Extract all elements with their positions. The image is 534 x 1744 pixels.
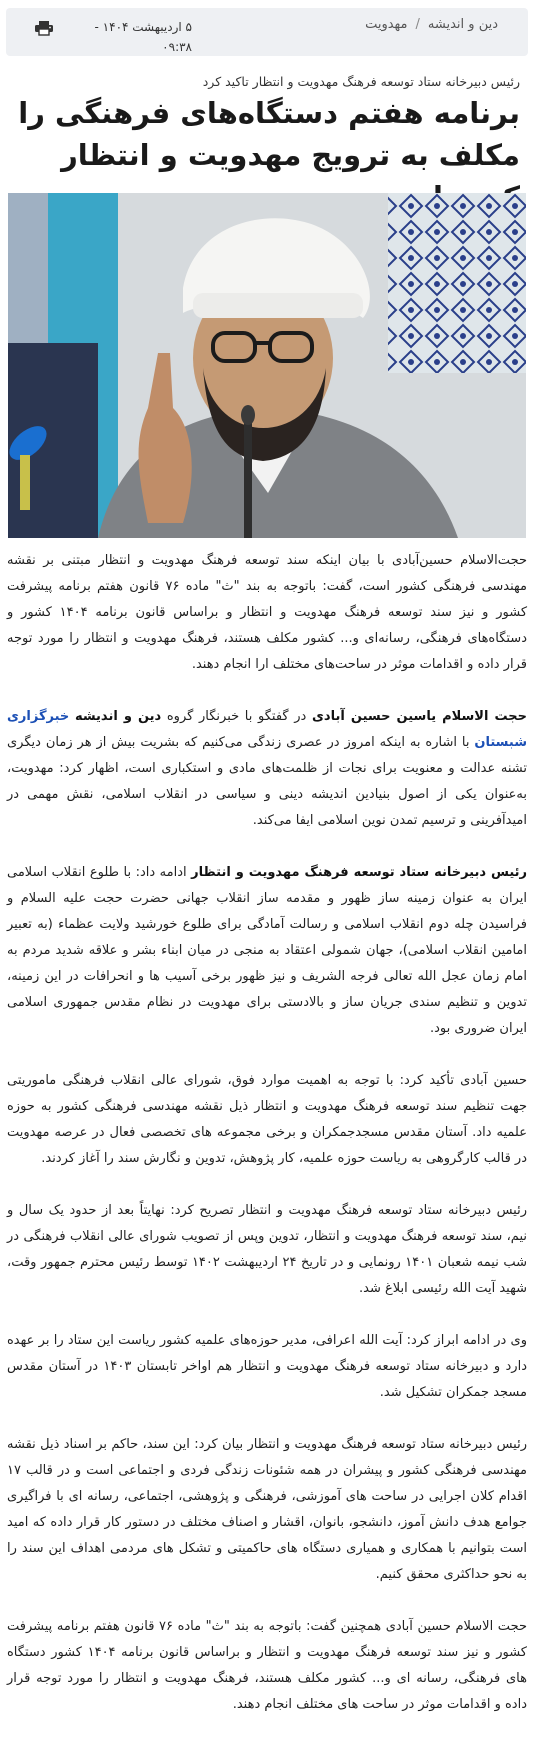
- article-paragraph-7: حجت الاسلام حسین آبادی همچنین گفت: باتوجه به بند "ث" ماده ۷۶ قانون هفتم برنامه پیشرفت کشور و نیز سند توسعه فرهنگ مهدویت و انتظار و براساس قانون برنامه ۱۴۰۴ کشور دستگاه های فرهنگی، رسانه ای و... کشور مکلف هستند، فرهنگ مهدویت و انتظار را مورد توجه قرار داده و اقدامات موثر در ساحت های مختلف انجام دهند.: [7, 1619, 527, 1712]
- paragraph-1-text-a: در گفتگو با خبرنگار گروه: [161, 709, 313, 724]
- article-photo: [8, 193, 526, 538]
- publish-time: ۰۹:۳۸: [162, 40, 192, 54]
- breadcrumb-separator: /: [415, 17, 420, 32]
- article-paragraph-3: حسین آبادی تأکید کرد: با توجه به اهمیت موارد فوق، شورای عالی انقلاب فرهنگی ماموریتی جهت تنظیم سند توسعه فرهنگ مهدویت و انتظار ذیل نقشه مهندسی فرهنگی کشور به حوزه علمیه داد. آستان مقدس مسجدجمکران و برخی مجموعه های تخصصی فعال در عرصه مهدویت در قالب کارگروهی به ریاست حوزه علمیه، کار پژوهش، تدوین و نگارش سند را آغاز کردند.: [7, 1073, 527, 1166]
- publish-date: ۵ اردیبهشت ۱۴۰۴ -: [94, 20, 192, 34]
- speaker-name: حجت الاسلام یاسین حسین آبادی: [312, 709, 527, 724]
- breadcrumb: [365, 17, 498, 32]
- paragraph-2-text: ادامه داد: با طلوع انقلاب اسلامی ایران به عنوان زمینه ساز ظهور و مقدمه ساز انقلاب جهانی حضرت حجت علیه السلام و فراسیدن چله دوم انقلاب اسلامی و رسالت آمادگی برای طلوع خورشید ولایت عظماء (به تعبیر امامین انقلاب اسلامی)، جهان شمولی اعتقاد به منجی در میان ابناء بشر و علاقه شدید مردم به امام زمان عجل الله تعالی فرجه الشریف و نیز ظهور برخی آسیب ها و انحرافات در این زمینه، تدوین و تنظیم سندی جریان ساز و بالادستی برای مهدویت در نظام مقدس جمهوری اسلامی ایران ضروری بود.: [7, 865, 527, 1036]
- article-body: [7, 548, 527, 1744]
- article-lead: حجت‌الاسلام حسین‌آبادی با بیان اینکه سند توسعه فرهنگ مهدویت و انتظار مبتنی بر نقشه مهندسی فرهنگی کشور است، گفت: باتوجه به بند "ث" ماده ۷۶ قانون هفتم برنامه پیشرفت کشور و نیز سند توسعه فرهنگ مهدویت و انتظار و براساس قانون برنامه ۱۴۰۴ کشور و دستگاه‌های فرهنگی، رسانه‌ای و... کشور مکلف هستند، فرهنگ مهدویت و انتظار را مورد توجه قرار داده و اقدامات موثر در ساحت‌های مختلف ارا انجام دهند.: [7, 553, 528, 672]
- article-topbar: [6, 8, 528, 56]
- agency-link[interactable]: خبرگزاری شبستان: [7, 709, 527, 750]
- speaker-photo-illustration: [8, 193, 526, 538]
- article-paragraph-5: وی در ادامه ابراز کرد: آیت الله اعرافی، مدیر حوزه‌های علمیه کشور ریاست این ستاد را بر عهده دارد و دبیرخانه ستاد توسعه فرهنگ مهدویت و انتظار هم اواخر تابستان ۱۴۰۳ در آستان مقدس مسجد جمکران تشکیل شد.: [7, 1333, 527, 1400]
- print-icon[interactable]: [34, 20, 54, 36]
- article-title: برنامه هفتم دستگاه‌های فرهنگی را مکلف به ترویج مهدویت و انتظار: [18, 96, 520, 172]
- speaker-role: رئیس دبیرخانه ستاد توسعه فرهنگ مهدویت و انتظار: [191, 865, 527, 880]
- paragraph-1-text-b: با اشاره به اینکه امروز در عصری زندگی می‌کنیم که بشریت بیش از هر زمان دیگری تشنه عدالت و معنویت برای نجات از ظلمت‌های مادی و استکباری است، اظهار کرد: مهدویت، به‌عنوان یکی از اصول بنیادین اندیشه دینی و سیاسی در انقلاب اسلامی، نقش مهمی در امیدآفرینی و ترسیم تمدن نوین اسلامی ایفا می‌کند.: [7, 735, 527, 828]
- article-kicker: رئیس دبیرخانه ستاد توسعه فرهنگ مهدویت و انتظار تاکید کرد: [202, 74, 520, 89]
- breadcrumb-item-mahdism[interactable]: مهدویت: [365, 17, 408, 32]
- news-group: دین و اندیشه: [74, 709, 162, 724]
- article-paragraph-4: رئیس دبیرخانه ستاد توسعه فرهنگ مهدویت و انتظار تصریح کرد: نهایتاً بعد از حدود یک سال و نیم، سند توسعه فرهنگ مهدویت و انتظار، تدوین وپس از تصویب شورای عالی انقلاب فرهنگی در شب نیمه شعبان ۱۴۰۱ رونمایی و در تاریخ ۲۴ اردیبهشت ۱۴۰۲ توسط رئیس محترم جمهور وقت، شهید آیت الله رئیسی ابلاغ شد.: [7, 1203, 527, 1296]
- publish-datetime: [74, 17, 192, 57]
- article-paragraph-1: [7, 704, 527, 834]
- article-paragraph-6: رئیس دبیرخانه ستاد توسعه فرهنگ مهدویت و انتظار بیان کرد: این سند، حاکم بر اسناد ذیل نقشه مهندسی فرهنگی کشور و پیشران در همه شئونات زندگی فردی و اجتماعی است و در قالب ۱۷ اقدام کلان اجرایی در ساحت های آموزشی، فرهنگی و پژوهشی، اجتماعی، رسانه ای با فراگیری جوامع هدف دانش آموز، دانشجو، بانوان، اقشار و اصناف مختلف در دستور کار قرار داده که امید است بتوانیم با همکاری و همیاری دستگاه های حاکمیتی و تشکل های مردمی اهداف این سند را به نحو حداکثری محقق کنیم.: [7, 1437, 527, 1582]
- breadcrumb-item-religion[interactable]: دین و اندیشه: [427, 17, 498, 32]
- article-paragraph-2: [7, 860, 527, 1042]
